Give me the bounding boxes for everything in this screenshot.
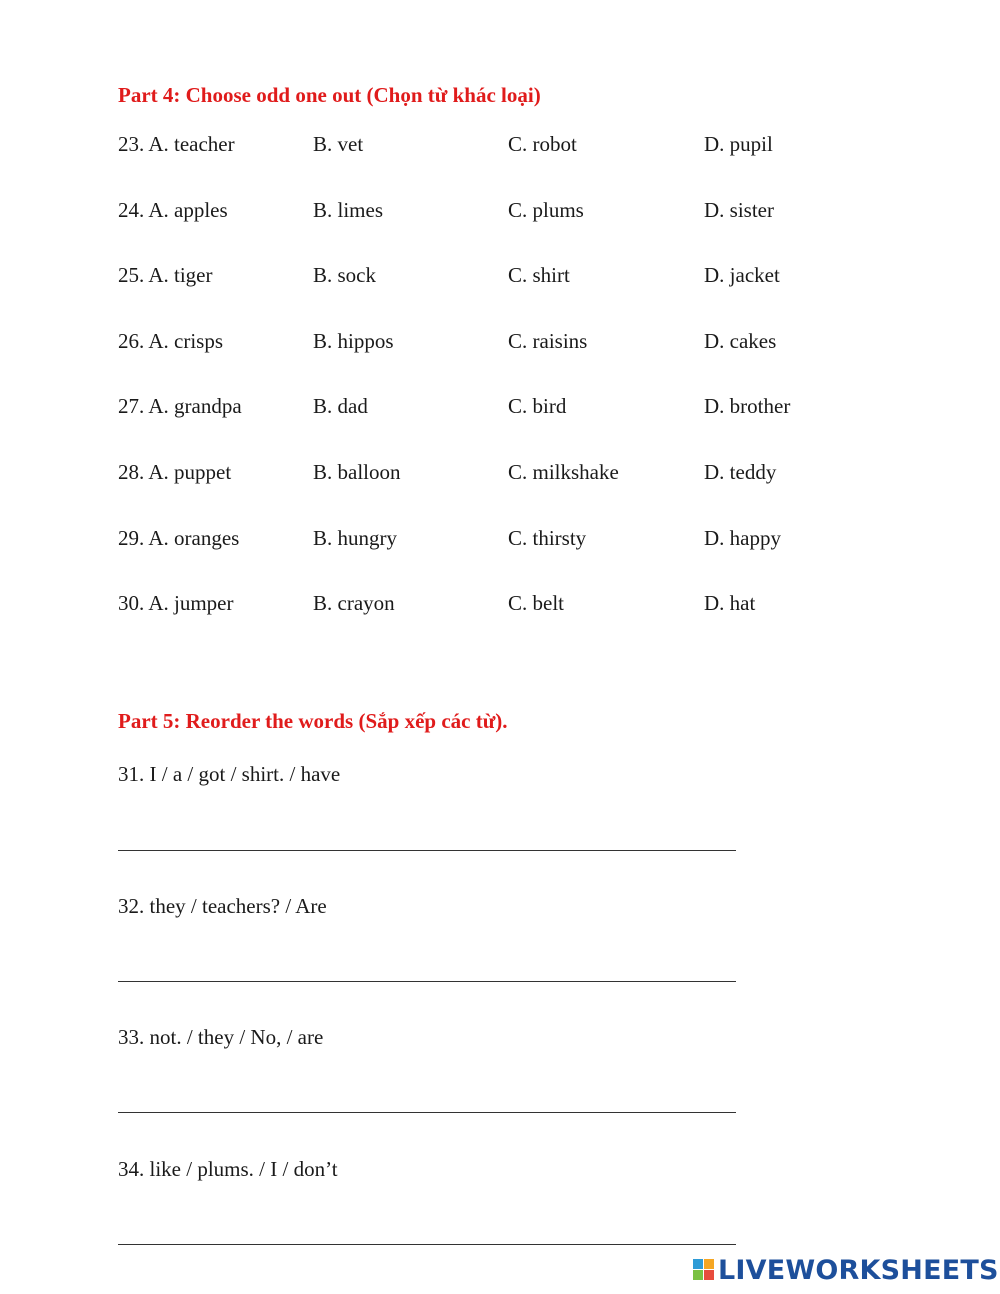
option-c: C. bird [508,394,567,418]
reorder-prompt: 31. I / a / got / shirt. / have [118,762,341,786]
answer-line[interactable] [118,1244,736,1245]
option-d: D. pupil [704,132,773,156]
option-b: B. dad [313,394,368,418]
option-a: 24. A. apples [118,198,228,222]
option-c: C. milkshake [508,460,619,484]
option-b: B. limes [313,198,384,222]
option-b: B. vet [313,132,364,156]
question-row [118,198,918,228]
option-c: C. robot [508,132,577,156]
part4-heading: Part 4: Choose odd one out (Chọn từ khác loại) [118,83,541,107]
part5-heading: Part 5: Reorder the words (Sắp xếp các từ). [118,709,508,733]
option-c: C. belt [508,591,564,615]
logo-block [704,1259,714,1269]
answer-line[interactable] [118,850,736,851]
option-a: 29. A. oranges [118,526,240,550]
option-a: 25. A. tiger [118,263,213,287]
option-a: 23. A. teacher [118,132,235,156]
logo-block [693,1259,703,1269]
option-c: C. thirsty [508,526,587,550]
liveworksheets-logo[interactable] [693,1255,999,1285]
option-b: B. balloon [313,460,401,484]
option-b: B. crayon [313,591,395,615]
option-c: C. shirt [508,263,570,287]
answer-line[interactable] [118,981,736,982]
option-a: 28. A. puppet [118,460,232,484]
option-d: D. jacket [704,263,780,287]
logo-text: LIVEWORKSHEETS [718,1254,999,1286]
option-a: 30. A. jumper [118,591,234,615]
reorder-prompt: 34. like / plums. / I / don’t [118,1157,338,1181]
reorder-prompt: 33. not. / they / No, / are [118,1025,324,1049]
question-row [118,132,918,162]
question-row [118,460,918,490]
option-b: B. sock [313,263,376,287]
option-a: 26. A. crisps [118,329,223,353]
question-row [118,329,918,359]
option-d: D. teddy [704,460,777,484]
question-row [118,591,918,621]
option-c: C. plums [508,198,584,222]
logo-blocks-icon [693,1259,715,1281]
option-d: D. hat [704,591,756,615]
option-b: B. hungry [313,526,397,550]
option-d: D. sister [704,198,774,222]
logo-block [693,1270,703,1280]
option-d: D. brother [704,394,791,418]
logo-block [704,1270,714,1280]
question-row [118,394,918,424]
option-d: D. happy [704,526,781,550]
option-a: 27. A. grandpa [118,394,242,418]
question-row [118,263,918,293]
option-d: D. cakes [704,329,777,353]
reorder-prompt: 32. they / teachers? / Are [118,894,327,918]
option-b: B. hippos [313,329,394,353]
option-c: C. raisins [508,329,588,353]
question-row [118,526,918,556]
answer-line[interactable] [118,1112,736,1113]
